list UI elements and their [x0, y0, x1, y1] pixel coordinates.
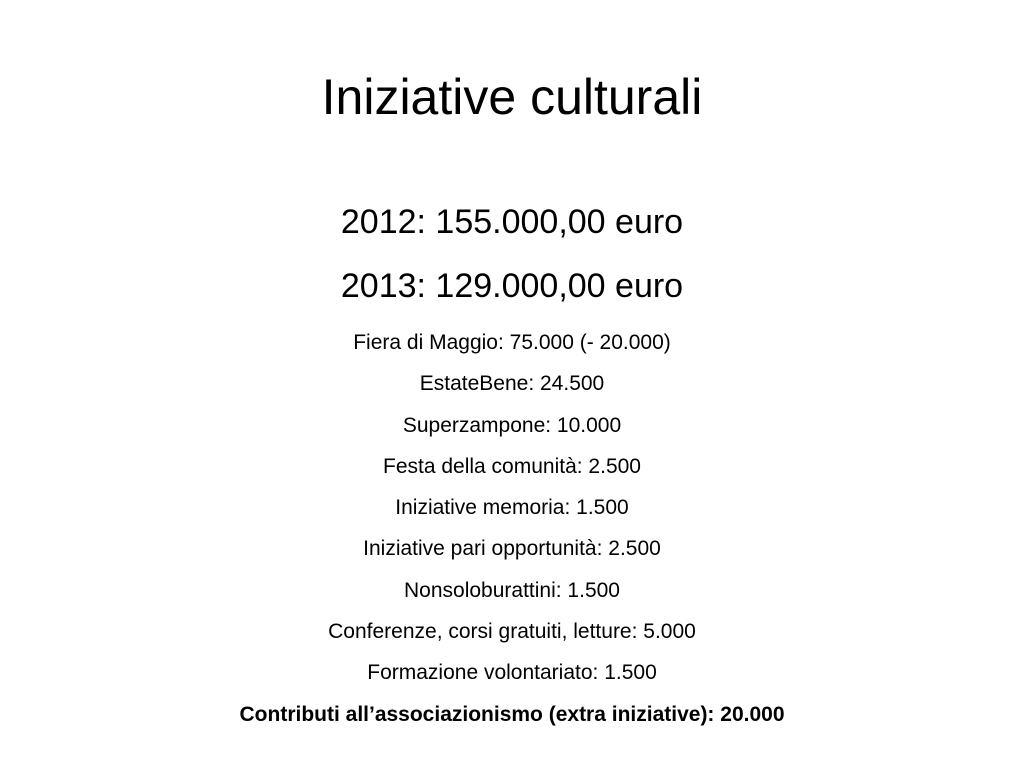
budget-item-estatebene: EstateBene: 24.500 — [419, 372, 605, 396]
budget-item-fiera-di-maggio: Fiera di Maggio: 75.000 (- 20.000) — [353, 331, 671, 354]
budget-item-pari-opportunita: Iniziative pari opportunità: 2.500 — [363, 537, 661, 561]
year-2012-total: 2012: 155.000,00 euro — [340, 203, 684, 241]
budget-item-festa-comunita: Festa della comunità: 2.500 — [383, 454, 641, 478]
budget-item-formazione-volontariato: Formazione volontariato: 1.500 — [367, 661, 657, 685]
slide-body — [0, 190, 1024, 735]
budget-item-superzampone: Superzampone: 10.000 — [402, 413, 622, 437]
slide-title: Iniziative culturali — [321, 69, 703, 125]
budget-item-iniziative-memoria: Iniziative memoria: 1.500 — [395, 496, 629, 520]
year-2013-total: 2013: 129.000,00 euro — [340, 267, 684, 305]
budget-items-list — [0, 322, 1024, 735]
budget-item-nonsoloburattini: Nonsoloburattini: 1.500 — [404, 578, 620, 602]
budget-item-contributi-associazionismo: Contributi all’associazionismo (extra iniziative): 20.000 — [239, 702, 785, 726]
budget-item-conferenze: Conferenze, corsi gratuiti, letture: 5.000 — [328, 620, 696, 644]
